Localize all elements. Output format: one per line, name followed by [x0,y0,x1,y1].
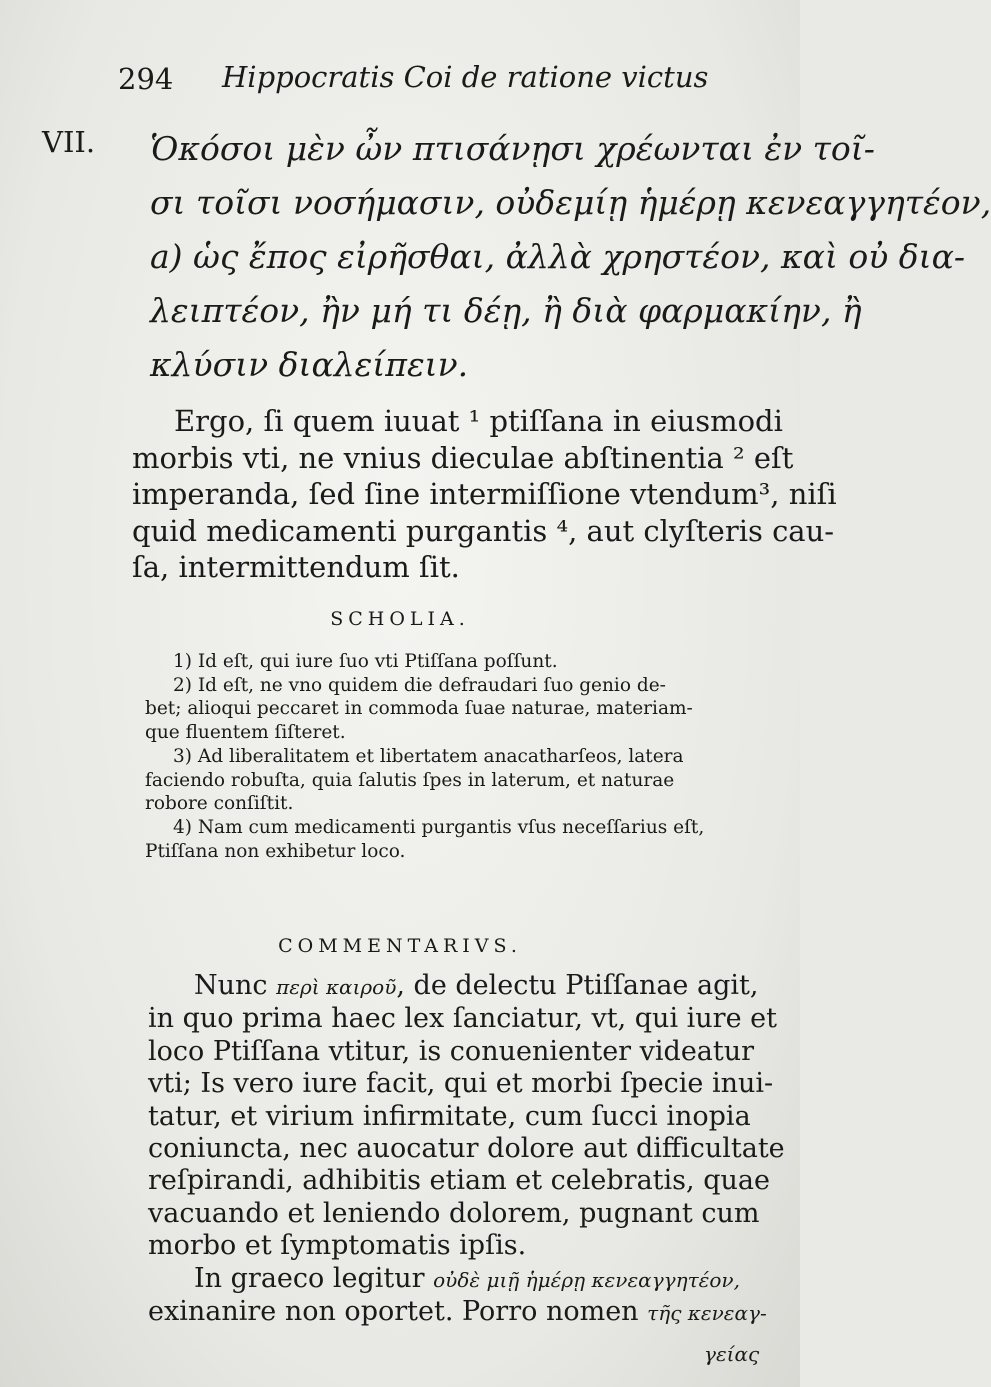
scholia-notes [145,650,785,863]
section-marker: VII. [42,125,96,159]
greek-term: περὶ καιροῦ [276,975,397,999]
latin-line: imperanda, ſed ſine intermiſſione vtendum³, niſi [132,477,837,511]
greek-line: a) ὡς ἔπος εἰρῆσθαι, ἀλλὰ χρηστέον, καὶ οὐ δια- [150,237,966,276]
commentary-line: reſpirandi, adhibitis etiam et celebratis, quae [148,1165,770,1197]
commentary-line: loco Ptiſſana vtitur, is conuenienter videatur [148,1035,755,1067]
commentary-line: vacuando et leniendo dolorem, pugnant cum [148,1197,760,1229]
commentary-text-run: In graeco legitur [194,1262,434,1294]
page-number: 294 [118,62,174,96]
greek-term: τῆς κενεαγ- [647,1301,767,1326]
scholia-line: robore conſiſtit. [145,793,294,815]
latin-line: quid medicamenti purgantis ⁴, aut clyſteris cau- [132,513,835,548]
running-title: Hippocratis Coi de ratione victus [222,60,709,94]
commentary-line [148,1263,788,1296]
commentary-line: in quo prima haec lex ſanciatur, vt, qui iure et [148,1003,777,1035]
commentary-line: vti; Is vero iure facit, qui et morbi ſpecie inui- [148,1068,774,1100]
commentarius-heading: COMMENTARIVS. [278,935,522,957]
scholia-line: Ptiſſana non exhibetur loco. [145,840,406,862]
latin-line: Ergo, ſi quem iuuat ¹ ptiſſana in eiusmodi [174,404,783,438]
greek-line: λειπτέον, ἢν μή τι δέῃ, ἢ διὰ φαρμακίην, ἢ [150,291,862,330]
commentary-text-run: exinanire non oportet. Porro nomen [148,1296,648,1328]
commentary-text-run: , de delectu Ptiſſanae agit, [396,970,759,1001]
catchword: γείας [704,1342,760,1366]
commentary-text [148,970,788,1329]
greek-line: Ὁκόσοι μὲν ὦν πτισάνῃσι χρέωνται ἐν τοῖ- [150,129,875,168]
commentary-line: morbo et ſymptomatis ipſis. [148,1230,527,1262]
greek-passage [150,122,991,392]
scholia-heading: SCHOLIA. [330,608,470,630]
latin-line: morbis vti, ne vnius dieculae abſtinentia ² eſt [132,440,794,475]
commentary-line [148,970,788,1003]
latin-translation [132,403,837,586]
scholia-line: 4) Nam cum medicamenti purgantis vſus neceſſarius eſt, [173,816,705,838]
scholia-line: 2) Id eſt, ne vno quidem die defraudari ſuo genio de- [173,674,666,696]
commentary-line: tatur, et virium infirmitate, cum ſucci inopia [148,1100,751,1132]
commentary-text-run: Nunc [194,970,277,1001]
commentary-line [148,1296,788,1329]
latin-line: ſa, intermittendum ſit. [132,550,460,584]
scholia-line: 1) Id eſt, qui iure ſuo vti Ptiſſana poſſunt. [173,651,558,672]
scholia-line: que fluentem ſiſteret. [145,722,346,744]
greek-line: κλύσιν διαλείπειν. [150,345,469,384]
greek-quote: οὐδὲ μιῇ ἡμέρῃ κενεαγγητέον, [433,1267,740,1292]
scholia-line: faciendo robuſta, quia ſalutis ſpes in laterum, et naturae [145,769,675,791]
scholia-line: 3) Ad liberalitatem et libertatem anacatharſeos, latera [173,745,684,767]
commentary-line: coniuncta, nec auocatur dolore aut difficultate [148,1133,785,1165]
scholia-line: bet; alioqui peccaret in commoda ſuae naturae, materiam- [145,698,693,720]
greek-line: σι τοῖσι νοσήμασιν, οὐδεμίῃ ἡμέρῃ κενεαγγητέον, [150,183,991,222]
